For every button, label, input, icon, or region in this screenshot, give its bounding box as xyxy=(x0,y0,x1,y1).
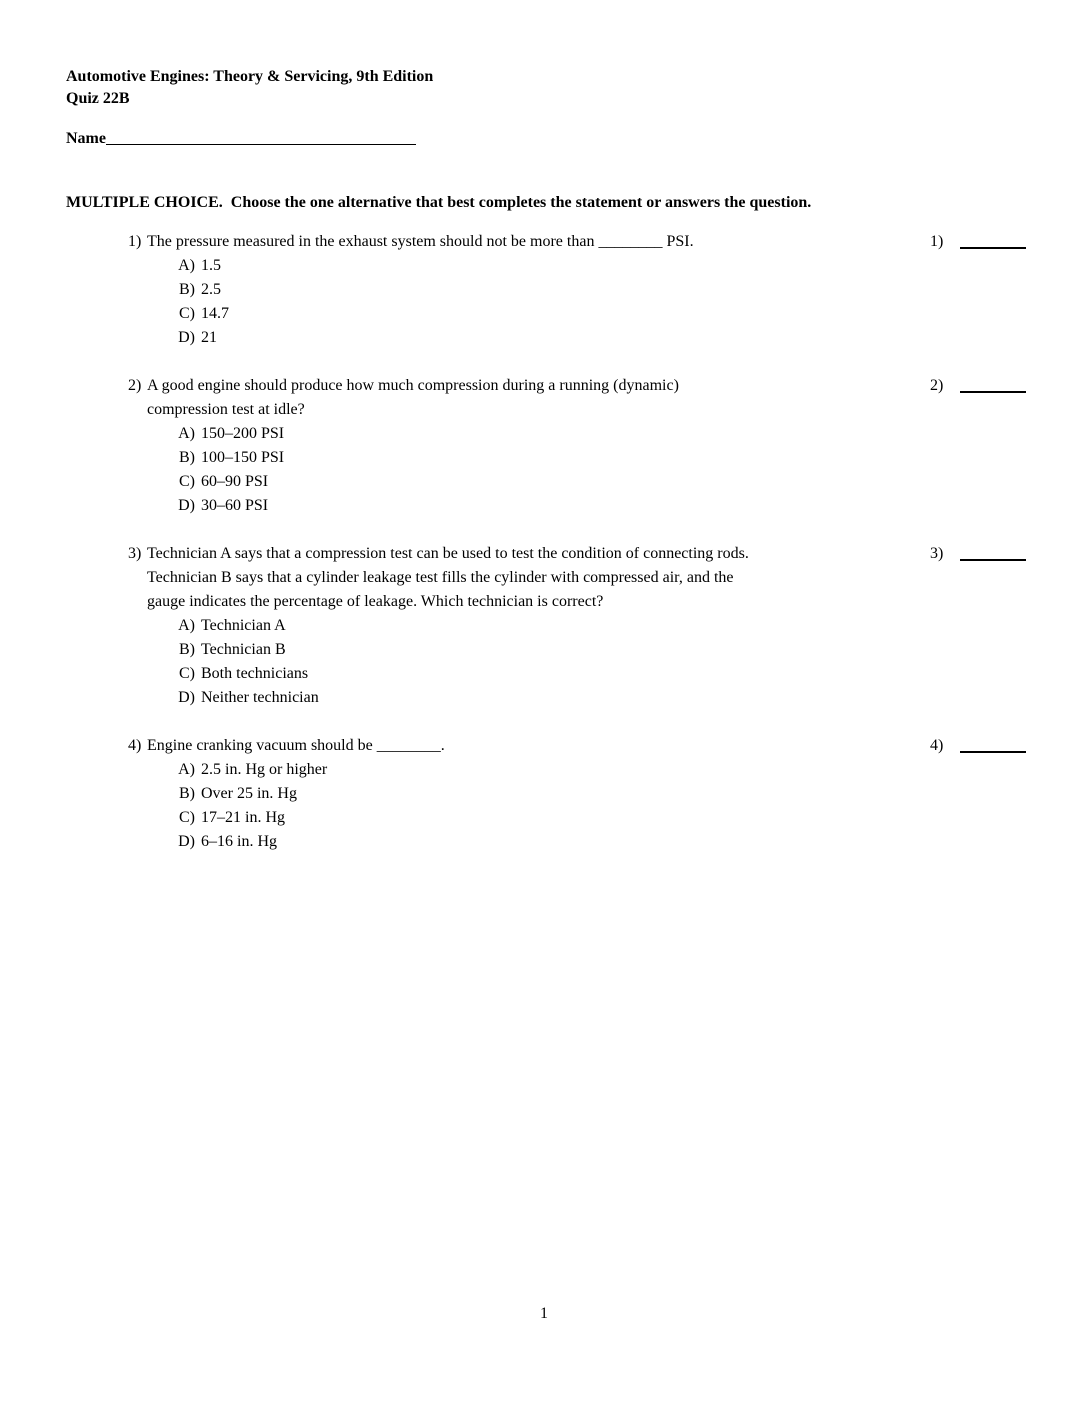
option-label: A) xyxy=(178,425,195,442)
question-4 xyxy=(128,734,1024,854)
option-c xyxy=(173,806,1024,830)
option-c xyxy=(173,470,1024,494)
question-number: 2) xyxy=(128,377,142,394)
name-label: Name xyxy=(66,130,106,147)
option-b xyxy=(173,446,1024,470)
option-a xyxy=(173,422,1024,446)
question-text xyxy=(147,542,927,614)
document-title: Automotive Engines: Theory & Servicing, 9th Edition xyxy=(66,68,434,85)
name-row xyxy=(66,128,1024,150)
answer-blank-ref xyxy=(930,734,1026,758)
option-text: 6–16 in. Hg xyxy=(201,833,277,850)
option-text: 14.7 xyxy=(201,305,229,322)
option-text: Technician B xyxy=(201,641,286,658)
instructions-heading: MULTIPLE CHOICE. Choose the one alternative that best completes the statement or answers the question. xyxy=(66,194,812,211)
question-list xyxy=(128,230,1024,854)
answer-blank-line xyxy=(960,379,1026,393)
option-label: B) xyxy=(179,641,195,658)
option-text: 60–90 PSI xyxy=(201,473,269,490)
option-a xyxy=(173,614,1024,638)
option-label: A) xyxy=(178,257,195,274)
option-text: Both technicians xyxy=(201,665,309,682)
option-text: 150–200 PSI xyxy=(201,425,285,442)
option-b xyxy=(173,638,1024,662)
option-text: 30–60 PSI xyxy=(201,497,269,514)
question-text-line: compression test at idle? xyxy=(147,401,305,418)
question-text xyxy=(147,374,927,422)
option-list xyxy=(173,254,1024,350)
answer-blank-ref xyxy=(930,374,1026,398)
option-label: C) xyxy=(179,809,195,826)
option-list xyxy=(173,422,1024,518)
option-a xyxy=(173,254,1024,278)
option-d xyxy=(173,326,1024,350)
answer-blank-ref xyxy=(930,542,1026,566)
option-label: B) xyxy=(179,281,195,298)
option-label: C) xyxy=(179,473,195,490)
option-text: 1.5 xyxy=(201,257,221,274)
question-1 xyxy=(128,230,1024,350)
option-text: Neither technician xyxy=(201,689,319,706)
answer-blank-line xyxy=(960,739,1026,753)
option-list xyxy=(173,758,1024,854)
option-label: D) xyxy=(178,833,195,850)
option-text: 2.5 in. Hg or higher xyxy=(201,761,328,778)
option-label: D) xyxy=(178,497,195,514)
question-stem xyxy=(128,374,1024,422)
option-text: 2.5 xyxy=(201,281,221,298)
question-number: 1) xyxy=(128,233,142,250)
option-label: B) xyxy=(179,449,195,466)
option-list xyxy=(173,614,1024,710)
option-label: B) xyxy=(179,785,195,802)
option-text: 21 xyxy=(201,329,217,346)
quiz-number: Quiz 22B xyxy=(66,90,130,107)
name-blank-line xyxy=(106,131,416,145)
page-number: 1 xyxy=(540,1305,548,1322)
question-stem xyxy=(128,542,1024,614)
question-number: 3) xyxy=(128,545,142,562)
answer-number: 2) xyxy=(930,377,944,394)
question-text-line: Engine cranking vacuum should be ________. xyxy=(147,737,445,754)
question-text-line: gauge indicates the percentage of leakage. Which technician is correct? xyxy=(147,593,604,610)
option-c xyxy=(173,302,1024,326)
option-text: 17–21 in. Hg xyxy=(201,809,285,826)
option-label: A) xyxy=(178,617,195,634)
question-stem xyxy=(128,230,1024,254)
answer-blank-line xyxy=(960,547,1026,561)
question-2 xyxy=(128,374,1024,518)
answer-blank-ref xyxy=(930,230,1026,254)
option-text: 100–150 PSI xyxy=(201,449,285,466)
question-text xyxy=(147,734,927,758)
answer-number: 4) xyxy=(930,737,944,754)
option-b xyxy=(173,278,1024,302)
option-text: Technician A xyxy=(201,617,286,634)
option-c xyxy=(173,662,1024,686)
question-stem xyxy=(128,734,1024,758)
option-d xyxy=(173,830,1024,854)
option-text: Over 25 in. Hg xyxy=(201,785,297,802)
option-d xyxy=(173,686,1024,710)
answer-number: 1) xyxy=(930,233,944,250)
question-text xyxy=(147,230,927,254)
question-text-line: A good engine should produce how much compression during a running (dynamic) xyxy=(147,377,679,394)
option-label: C) xyxy=(179,665,195,682)
question-text-line: Technician B says that a cylinder leakage test fills the cylinder with compressed air, and the xyxy=(147,569,734,586)
question-text-line: The pressure measured in the exhaust system should not be more than ________ PSI. xyxy=(147,233,694,250)
option-d xyxy=(173,494,1024,518)
question-text-line: Technician A says that a compression test can be used to test the condition of connecting rods. xyxy=(147,545,749,562)
option-label: D) xyxy=(178,689,195,706)
option-label: C) xyxy=(179,305,195,322)
option-b xyxy=(173,782,1024,806)
option-label: D) xyxy=(178,329,195,346)
answer-blank-line xyxy=(960,235,1026,249)
option-label: A) xyxy=(178,761,195,778)
question-3 xyxy=(128,542,1024,710)
option-a xyxy=(173,758,1024,782)
answer-number: 3) xyxy=(930,545,944,562)
question-number: 4) xyxy=(128,737,142,754)
